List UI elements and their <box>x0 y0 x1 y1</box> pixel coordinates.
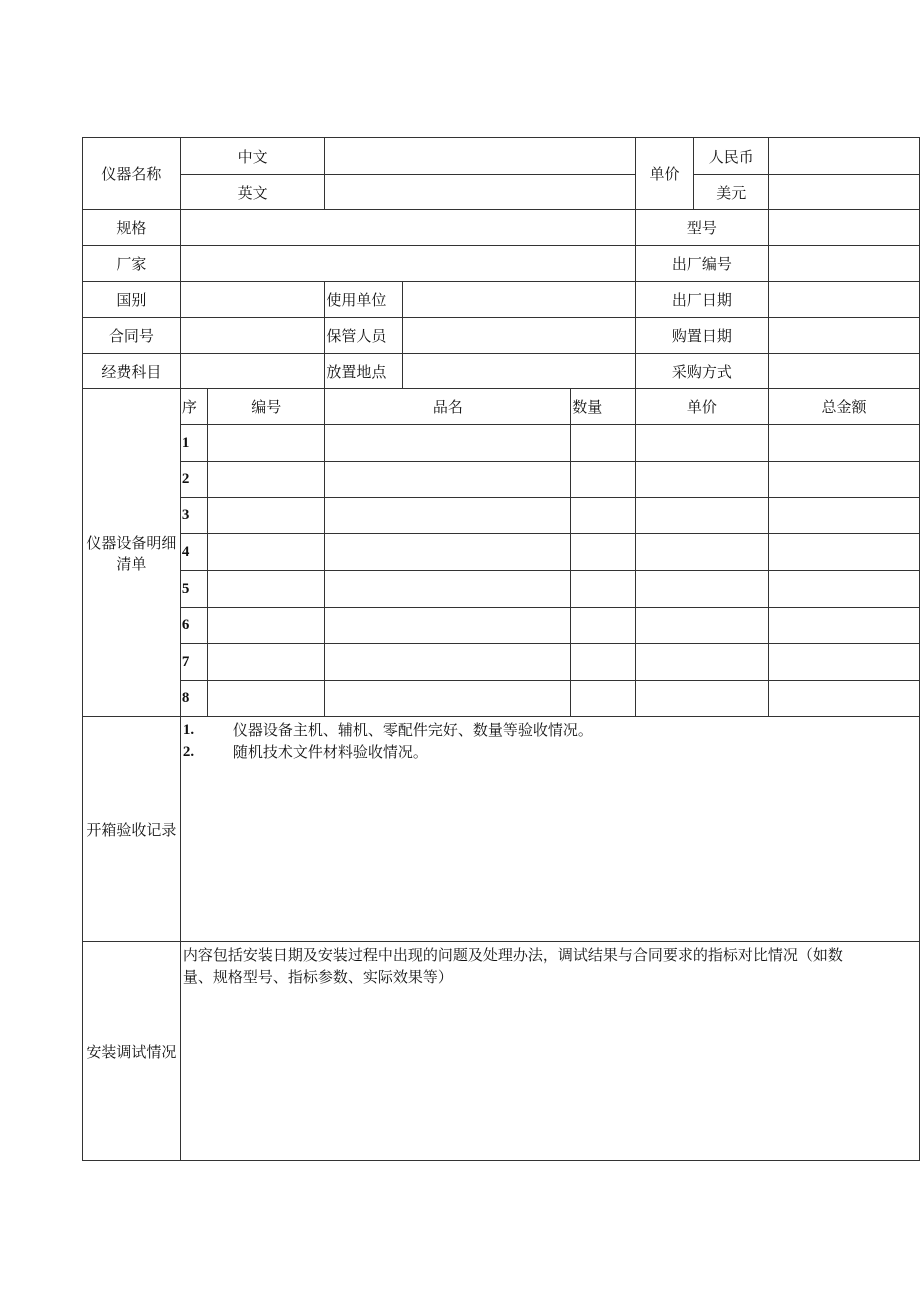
row-number: 3 <box>180 498 207 534</box>
spec-field[interactable] <box>180 210 635 246</box>
row-number: 7 <box>180 644 207 681</box>
code-cell[interactable] <box>208 681 325 717</box>
quantity-cell[interactable] <box>571 681 635 717</box>
spec-label: 规格 <box>83 210 181 246</box>
unpacking-item-number: 2. <box>182 744 195 760</box>
quantity-cell[interactable] <box>571 462 635 498</box>
unit-price-cell[interactable] <box>635 425 768 462</box>
unpacking-item <box>183 719 917 741</box>
table-row <box>83 462 920 498</box>
item-name-cell[interactable] <box>325 462 571 498</box>
usd-label: 美元 <box>694 175 769 210</box>
total-cell[interactable] <box>769 462 920 498</box>
detail-list-label <box>83 389 181 717</box>
purchase-method-label: 采购方式 <box>635 354 768 389</box>
row-number: 5 <box>180 571 207 608</box>
unit-price-cell[interactable] <box>635 644 768 681</box>
detail-list-label-line2: 清单 <box>116 554 147 573</box>
fund-subject-label: 经费科目 <box>83 354 181 389</box>
table-row <box>83 498 920 534</box>
factory-no-label: 出厂编号 <box>635 246 768 282</box>
unit-price-cell[interactable] <box>635 571 768 608</box>
table-row <box>83 681 920 717</box>
location-label: 放置地点 <box>325 354 402 389</box>
instrument-name-label: 仪器名称 <box>83 138 181 210</box>
col-header-quantity: 数量 <box>571 389 635 425</box>
total-cell[interactable] <box>769 534 920 571</box>
col-header-unit-price: 单价 <box>635 389 768 425</box>
item-name-cell[interactable] <box>325 498 571 534</box>
quantity-cell[interactable] <box>571 608 635 644</box>
country-label: 国别 <box>83 282 181 318</box>
row-number: 4 <box>180 534 207 571</box>
table-row <box>83 534 920 571</box>
total-cell[interactable] <box>769 608 920 644</box>
equipment-acceptance-form <box>82 137 920 1161</box>
item-name-cell[interactable] <box>325 534 571 571</box>
code-cell[interactable] <box>208 571 325 608</box>
code-cell[interactable] <box>208 462 325 498</box>
row-number: 6 <box>180 608 207 644</box>
model-field[interactable] <box>769 210 920 246</box>
table-row <box>83 571 920 608</box>
code-cell[interactable] <box>208 644 325 681</box>
total-cell[interactable] <box>769 571 920 608</box>
purchase-date-label: 购置日期 <box>635 318 768 354</box>
unpacking-record-field[interactable] <box>180 717 919 942</box>
keeper-field[interactable] <box>402 318 635 354</box>
detail-list-label-line1: 仪器设备明细 <box>86 533 177 552</box>
factory-date-label: 出厂日期 <box>635 282 768 318</box>
rmb-price-field[interactable] <box>769 138 920 175</box>
col-header-total: 总金额 <box>769 389 920 425</box>
contract-no-label: 合同号 <box>83 318 181 354</box>
unpacking-record-label: 开箱验收记录 <box>83 717 181 942</box>
installation-label: 安装调试情况 <box>83 942 181 1161</box>
using-unit-label: 使用单位 <box>325 282 402 318</box>
country-field[interactable] <box>180 282 325 318</box>
table-row <box>83 608 920 644</box>
installation-field[interactable] <box>180 942 919 1161</box>
quantity-cell[interactable] <box>571 534 635 571</box>
quantity-cell[interactable] <box>571 425 635 462</box>
code-cell[interactable] <box>208 425 325 462</box>
unit-price-cell[interactable] <box>635 462 768 498</box>
item-name-cell[interactable] <box>325 425 571 462</box>
table-row <box>83 425 920 462</box>
item-name-cell[interactable] <box>325 644 571 681</box>
total-cell[interactable] <box>769 644 920 681</box>
purchase-date-field[interactable] <box>769 318 920 354</box>
quantity-cell[interactable] <box>571 644 635 681</box>
purchase-method-field[interactable] <box>769 354 920 389</box>
item-name-cell[interactable] <box>325 571 571 608</box>
english-label: 英文 <box>180 175 325 210</box>
row-number: 1 <box>180 425 207 462</box>
unit-price-label: 单价 <box>635 138 694 210</box>
keeper-label: 保管人员 <box>325 318 402 354</box>
english-name-field[interactable] <box>325 175 635 210</box>
location-field[interactable] <box>402 354 635 389</box>
unpacking-item-number: 1. <box>182 722 195 738</box>
code-cell[interactable] <box>208 498 325 534</box>
unit-price-cell[interactable] <box>635 608 768 644</box>
unit-price-cell[interactable] <box>635 681 768 717</box>
quantity-cell[interactable] <box>571 571 635 608</box>
unit-price-cell[interactable] <box>635 498 768 534</box>
installation-text-line2: 量、规格型号、指标参数、实际效果等） <box>182 968 453 986</box>
col-header-item-name: 品名 <box>325 389 571 425</box>
installation-text-line1: 内容包括安装日期及安装过程中出现的问题及处理办法，调试结果与合同要求的指标对比情况（如数 <box>182 946 843 964</box>
total-cell[interactable] <box>769 498 920 534</box>
row-number: 2 <box>180 462 207 498</box>
factory-date-field[interactable] <box>769 282 920 318</box>
unpacking-item <box>183 741 917 763</box>
code-cell[interactable] <box>208 534 325 571</box>
col-header-seq: 序 <box>180 389 207 425</box>
unit-price-cell[interactable] <box>635 534 768 571</box>
total-cell[interactable] <box>769 425 920 462</box>
total-cell[interactable] <box>769 681 920 717</box>
table-row <box>83 644 920 681</box>
manufacturer-field[interactable] <box>180 246 635 282</box>
unpacking-item-text: 随机技术文件材料验收情况。 <box>232 743 428 761</box>
row-number: 8 <box>180 681 207 717</box>
model-label: 型号 <box>635 210 768 246</box>
quantity-cell[interactable] <box>571 498 635 534</box>
fund-subject-field[interactable] <box>180 354 325 389</box>
rmb-label: 人民币 <box>694 138 769 175</box>
contract-no-field[interactable] <box>180 318 325 354</box>
item-name-cell[interactable] <box>325 681 571 717</box>
factory-no-field[interactable] <box>769 246 920 282</box>
unpacking-item-text: 仪器设备主机、辅机、零配件完好、数量等验收情况。 <box>232 721 593 739</box>
item-name-cell[interactable] <box>325 608 571 644</box>
code-cell[interactable] <box>208 608 325 644</box>
using-unit-field[interactable] <box>402 282 635 318</box>
chinese-name-field[interactable] <box>325 138 635 175</box>
usd-price-field[interactable] <box>769 175 920 210</box>
col-header-code: 编号 <box>208 389 325 425</box>
manufacturer-label: 厂家 <box>83 246 181 282</box>
chinese-label: 中文 <box>180 138 325 175</box>
